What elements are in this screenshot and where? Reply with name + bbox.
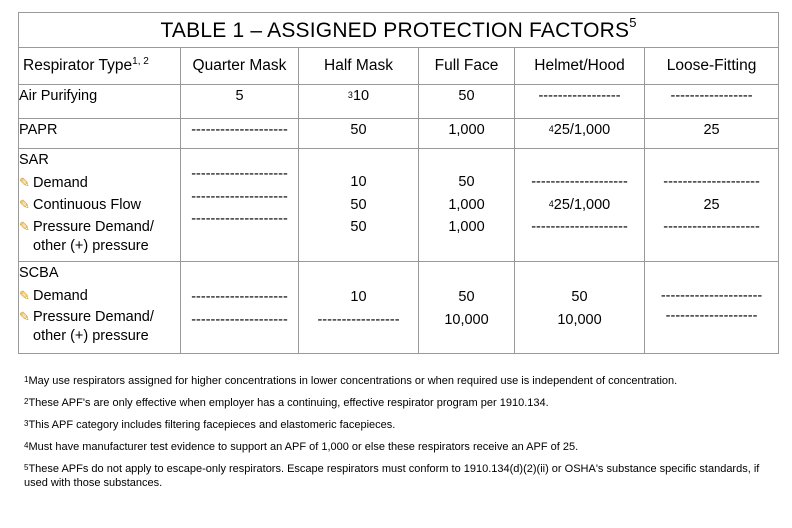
- papr-half: 50: [299, 119, 419, 149]
- table-title: [19, 13, 779, 48]
- header-quarter-mask: Quarter Mask: [181, 48, 299, 85]
- title-superscript: 5: [629, 15, 637, 30]
- row-papr: [19, 119, 779, 149]
- scba-full: 50 10,000: [419, 262, 515, 354]
- apf-table-container: [18, 12, 778, 354]
- papr-quarter: --------------------: [181, 119, 299, 149]
- footnote-2: $^2$These APF's are only effective when employer has a continuing, effective respirator program per 1910.134.: [24, 397, 549, 409]
- apf-table: [18, 12, 779, 354]
- label-papr: PAPR: [19, 119, 181, 149]
- scba-quarter: -------------------- --------------------: [181, 262, 299, 354]
- sar-item-pressure: ✎ Pressure Demand/: [19, 218, 154, 235]
- label-sar: [19, 149, 181, 262]
- row-scba: [19, 262, 779, 354]
- sar-item-demand: ✎ Demand: [19, 172, 180, 195]
- footnote-1: $^1$May use respirators assigned for higher concentrations in lower concentrations or when required use is independent of concentration.: [24, 375, 678, 387]
- scba-half: 10 -----------------: [299, 262, 419, 354]
- sar-quarter: -------------------- -------------------- --------------------: [181, 149, 299, 262]
- sar-helmet: -------------------- $^4$25/1,000 --------------------: [515, 149, 645, 262]
- scba-loose: --------------------- -------------------: [645, 262, 779, 354]
- header-respirator-type: Respirator Type$^{1, 2}$: [19, 48, 181, 85]
- footnotes: [24, 374, 774, 498]
- scba-item-pressure-b: other (+) pressure: [33, 328, 149, 344]
- air-half: $^3$10: [299, 85, 419, 119]
- pencil-icon: ✎: [19, 218, 30, 234]
- sar-item-continuous: ✎ Continuous Flow: [19, 194, 180, 217]
- row-sar: [19, 149, 779, 262]
- scba-helmet: 50 10,000: [515, 262, 645, 354]
- title-text: TABLE 1 – ASSIGNED PROTECTION FACTORS: [160, 19, 630, 42]
- header-helmet-hood: Helmet/Hood: [515, 48, 645, 85]
- air-loose: -----------------: [645, 85, 779, 119]
- papr-helmet: $^4$25/1,000: [515, 119, 645, 149]
- footnote-3: $^3$This APF category includes filtering facepieces and elastomeric facepieces.: [24, 419, 396, 431]
- sar-item-pressure-b: other (+) pressure: [33, 237, 149, 254]
- sar-label: SAR: [19, 152, 49, 168]
- air-helmet: -----------------: [515, 85, 645, 119]
- air-full: 50: [419, 85, 515, 119]
- label-scba: [19, 262, 181, 354]
- sar-full: 50 1,000 1,000: [419, 149, 515, 262]
- pencil-icon: ✎: [19, 309, 30, 324]
- header-loose-fitting: Loose-Fitting: [645, 48, 779, 85]
- header-full-face: Full Face: [419, 48, 515, 85]
- row-air-purifying: [19, 85, 779, 119]
- air-quarter: 5: [181, 85, 299, 119]
- pencil-icon: ✎: [19, 197, 30, 212]
- header-half-mask: Half Mask: [299, 48, 419, 85]
- papr-loose: 25: [645, 119, 779, 149]
- footnote-5: $^5$These APFs do not apply to escape-only respirators. Escape respirators must conform to 1910.134(d)(2)(ii) or OSHA's substance specific standards, if used with those substances.: [24, 463, 760, 489]
- sar-loose: -------------------- 25 --------------------: [645, 149, 779, 262]
- scba-item-demand: ✎ Demand: [19, 285, 180, 308]
- footnote-4: $^4$Must have manufacturer test evidence to support an APF of 1,000 or else these respirators receive an APF of 25.: [24, 441, 579, 453]
- pencil-icon: ✎: [19, 174, 30, 190]
- sar-half: 10 50 50: [299, 149, 419, 262]
- scba-label: SCBA: [19, 265, 59, 281]
- scba-item-pressure: ✎ Pressure Demand/: [19, 309, 154, 325]
- papr-full: 1,000: [419, 119, 515, 149]
- pencil-icon: ✎: [19, 287, 30, 303]
- label-air-purifying: Air Purifying: [19, 85, 181, 119]
- header-row: [19, 48, 779, 85]
